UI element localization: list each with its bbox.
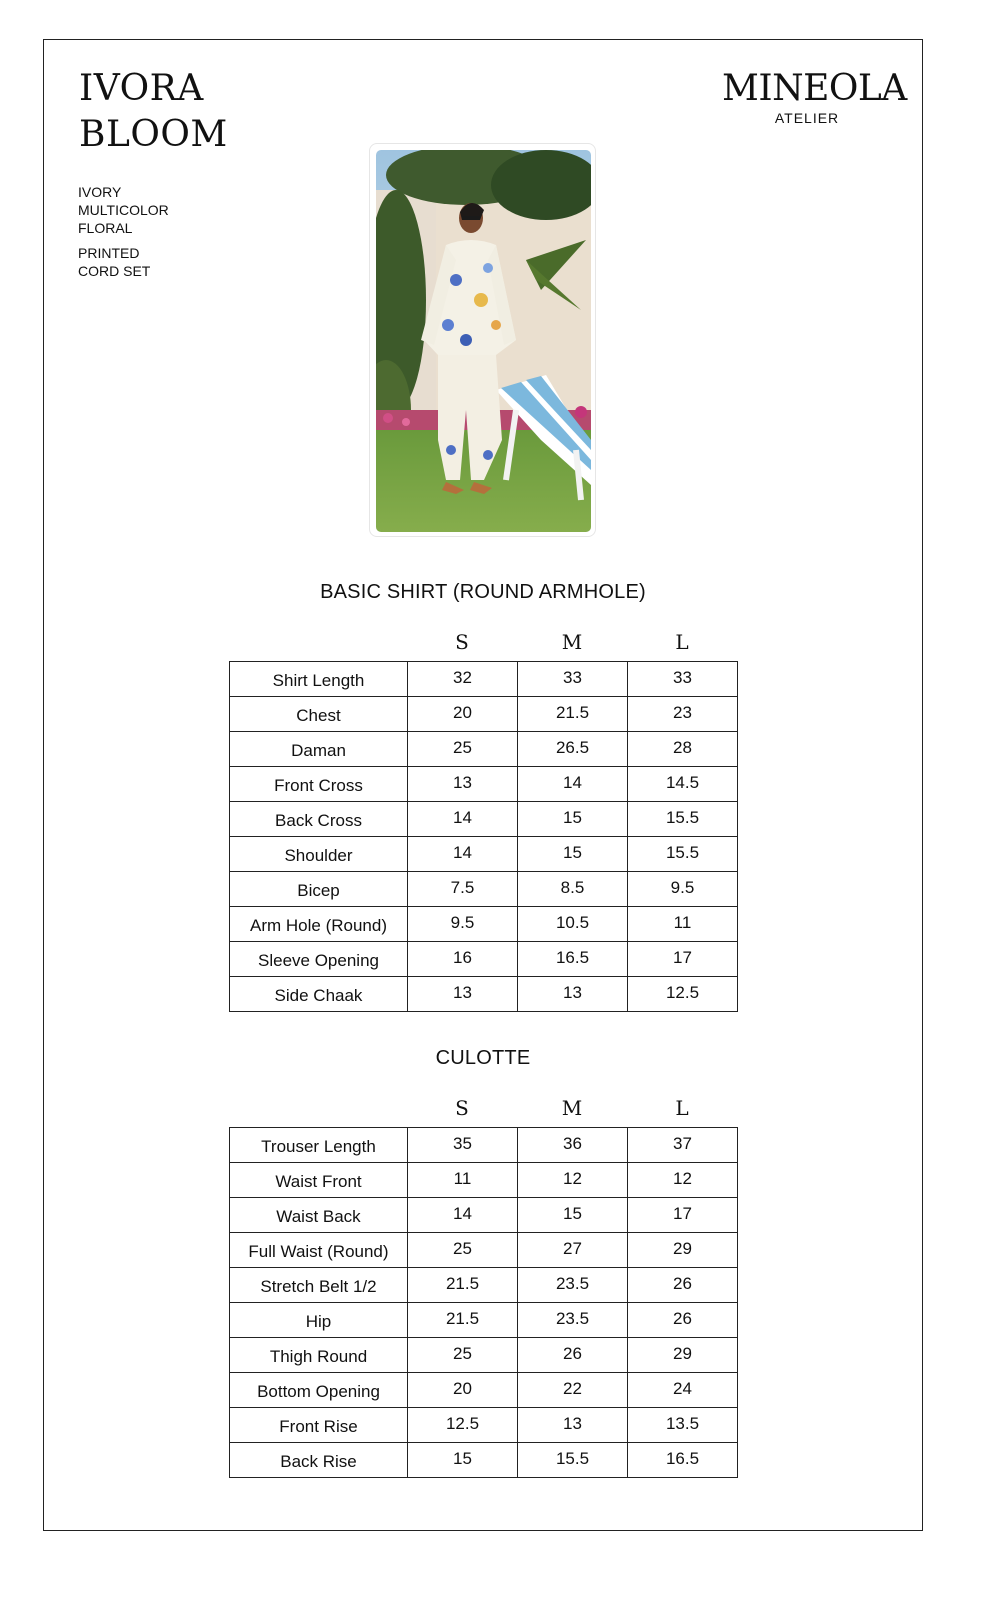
measurement-value: 26: [628, 1303, 738, 1338]
measurement-value: 23.5: [518, 1268, 628, 1303]
measurement-value: 23: [628, 697, 738, 732]
size-header-m: M: [561, 630, 583, 654]
table-row: [230, 1198, 738, 1233]
measurement-value: 11: [628, 907, 738, 942]
measurement-value: 11: [408, 1163, 518, 1198]
size-header-m: M: [561, 1096, 583, 1120]
measurement-label: Front Rise: [230, 1408, 408, 1443]
measurement-value: 22: [518, 1373, 628, 1408]
table-row: [230, 1443, 738, 1478]
measurement-label: Bottom Opening: [230, 1373, 408, 1408]
culotte-section-title: CULOTTE: [435, 1047, 531, 1069]
measurement-value: 8.5: [518, 872, 628, 907]
measurement-value: 26: [628, 1268, 738, 1303]
measurement-value: 13: [518, 1408, 628, 1443]
measurement-value: 14: [408, 1198, 518, 1233]
table-row: [230, 732, 738, 767]
size-header-l: L: [675, 630, 689, 654]
measurement-value: 7.5: [408, 872, 518, 907]
measurement-value: 15: [518, 802, 628, 837]
brand-logo: [722, 68, 907, 126]
measurement-value: 25: [408, 1338, 518, 1373]
measurement-value: 29: [628, 1338, 738, 1373]
size-header-s: S: [455, 1096, 469, 1120]
measurement-label: Stretch Belt 1/2: [230, 1268, 408, 1303]
measurement-value: 20: [408, 697, 518, 732]
measurement-label: Waist Back: [230, 1198, 408, 1233]
measurement-label: Side Chaak: [230, 977, 408, 1012]
measurement-value: 12.5: [408, 1408, 518, 1443]
table-row: [230, 662, 738, 697]
measurement-value: 13.5: [628, 1408, 738, 1443]
measurement-value: 28: [628, 732, 738, 767]
measurement-label: Bicep: [230, 872, 408, 907]
table-row: [230, 1408, 738, 1443]
measurement-value: 16: [408, 942, 518, 977]
description-line: PRINTED: [78, 245, 140, 261]
measurement-value: 21.5: [518, 697, 628, 732]
measurement-value: 15.5: [628, 802, 738, 837]
table-row: [230, 942, 738, 977]
table-row: [230, 1373, 738, 1408]
table-row: [230, 697, 738, 732]
product-description: [78, 183, 169, 280]
measurement-label: Shirt Length: [230, 662, 408, 697]
culotte-size-table: [229, 1127, 738, 1478]
measurement-value: 33: [518, 662, 628, 697]
table-row: [230, 1303, 738, 1338]
table-row: [230, 837, 738, 872]
measurement-value: 13: [518, 977, 628, 1012]
measurement-value: 15: [518, 837, 628, 872]
measurement-value: 24: [628, 1373, 738, 1408]
measurement-label: Sleeve Opening: [230, 942, 408, 977]
measurement-label: Arm Hole (Round): [230, 907, 408, 942]
table-row: [230, 767, 738, 802]
measurement-value: 14: [408, 837, 518, 872]
measurement-label: Trouser Length: [230, 1128, 408, 1163]
measurement-value: 29: [628, 1233, 738, 1268]
measurement-value: 36: [518, 1128, 628, 1163]
table-row: [230, 1163, 738, 1198]
measurement-value: 9.5: [408, 907, 518, 942]
measurement-value: 26: [518, 1338, 628, 1373]
size-header-l: L: [675, 1096, 689, 1120]
measurement-label: Hip: [230, 1303, 408, 1338]
table-row: [230, 872, 738, 907]
measurement-value: 12: [628, 1163, 738, 1198]
measurement-label: Thigh Round: [230, 1338, 408, 1373]
measurement-value: 14.5: [628, 767, 738, 802]
measurement-value: 21.5: [408, 1303, 518, 1338]
table-row: [230, 907, 738, 942]
measurement-label: Daman: [230, 732, 408, 767]
model-photo-illustration: [376, 150, 591, 532]
shirt-section-title: BASIC SHIRT (ROUND ARMHOLE): [320, 581, 646, 603]
table-row: [230, 977, 738, 1012]
measurement-label: Full Waist (Round): [230, 1233, 408, 1268]
description-line: FLORAL: [78, 220, 133, 236]
measurement-label: Chest: [230, 697, 408, 732]
measurement-value: 17: [628, 942, 738, 977]
measurement-value: 12: [518, 1163, 628, 1198]
measurement-value: 23.5: [518, 1303, 628, 1338]
measurement-value: 26.5: [518, 732, 628, 767]
table-row: [230, 1233, 738, 1268]
measurement-value: 15.5: [628, 837, 738, 872]
description-line: MULTICOLOR: [78, 202, 169, 218]
measurement-value: 17: [628, 1198, 738, 1233]
measurement-value: 35: [408, 1128, 518, 1163]
description-line: CORD SET: [78, 263, 151, 279]
measurement-value: 21.5: [408, 1268, 518, 1303]
brand-subtitle: ATELIER: [774, 110, 840, 126]
measurement-label: Back Cross: [230, 802, 408, 837]
table-row: [230, 802, 738, 837]
measurement-value: 25: [408, 732, 518, 767]
measurement-value: 10.5: [518, 907, 628, 942]
measurement-value: 9.5: [628, 872, 738, 907]
measurement-label: Waist Front: [230, 1163, 408, 1198]
collection-title-line1: IVORA: [79, 68, 204, 109]
size-header-s: S: [455, 630, 469, 654]
measurement-value: 14: [408, 802, 518, 837]
measurement-value: 20: [408, 1373, 518, 1408]
measurement-label: Back Rise: [230, 1443, 408, 1478]
measurement-label: Front Cross: [230, 767, 408, 802]
shirt-size-table: [229, 661, 738, 1012]
collection-title-line2: BLOOM: [79, 114, 228, 155]
table-row: [230, 1338, 738, 1373]
measurement-value: 32: [408, 662, 518, 697]
measurement-value: 15: [518, 1198, 628, 1233]
measurement-value: 37: [628, 1128, 738, 1163]
measurement-value: 16.5: [628, 1443, 738, 1478]
description-line: IVORY: [78, 184, 122, 200]
product-photo: [369, 143, 596, 537]
measurement-label: Shoulder: [230, 837, 408, 872]
measurement-value: 33: [628, 662, 738, 697]
measurement-value: 14: [518, 767, 628, 802]
measurement-value: 13: [408, 977, 518, 1012]
brand-name: MINEOLA: [722, 68, 907, 109]
collection-title: [79, 66, 228, 158]
measurement-value: 16.5: [518, 942, 628, 977]
measurement-value: 12.5: [628, 977, 738, 1012]
measurement-value: 25: [408, 1233, 518, 1268]
measurement-value: 27: [518, 1233, 628, 1268]
table-row: [230, 1268, 738, 1303]
measurement-value: 15: [408, 1443, 518, 1478]
measurement-value: 13: [408, 767, 518, 802]
table-row: [230, 1128, 738, 1163]
measurement-value: 15.5: [518, 1443, 628, 1478]
